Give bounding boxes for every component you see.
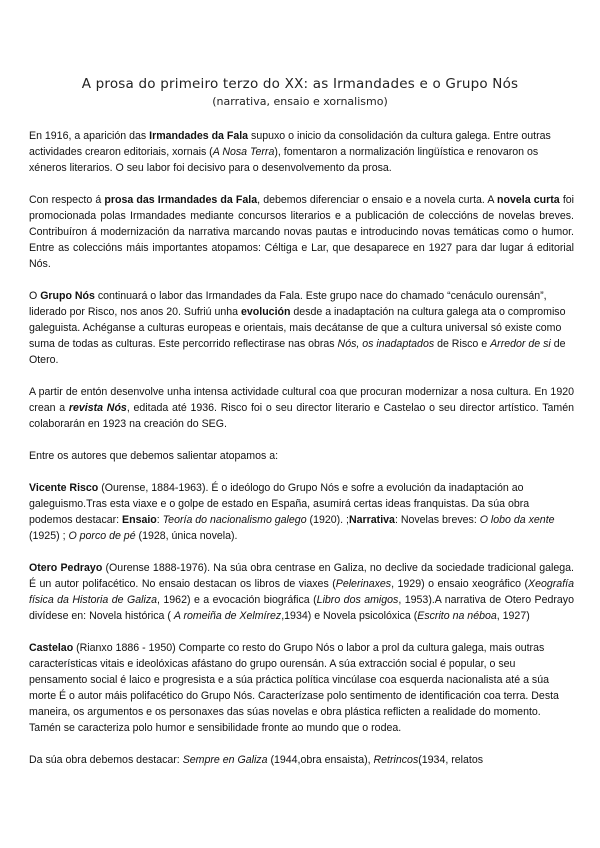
paragraph-irmandades-intro: En 1916, a aparición das Irmandades da Fala supuxo o inicio da consolidación da cultura galega. Entre outras actividades crearon editoriais, xornais (A Nosa Terra), fomentaron a normalización lingüística e renovaron os xéneros literarios. O seu labor foi decisivo para o desenvolvemento da prosa. bbox=[29, 130, 551, 174]
paragraph-castelao-works: Da súa obra debemos destacar: Sempre en Galiza (1944,obra ensaista), Retrincos(1934, relatos bbox=[29, 754, 484, 766]
page-subtitle: (narrativa, ensaio e xornalismo) bbox=[212, 95, 388, 108]
paragraph-grupo-nos: O Grupo Nós continuará o labor das Irmandades da Fala. Este grupo nace do chamado “cenáculo ourensán”, liderado por Risco, nos anos 20. Sufriú unha evolución desde a inadaptación na cultura galega ata o compromiso galeguista. Achéganse a culturas europeas e orientais, mais decátanse de que a cultura universal só existe como suma de todas as culturas. Este percorrido reflectirase nas obras Nós, os inadaptados de Risco e Arredor de si de Otero. bbox=[29, 290, 566, 366]
paragraph-castelao: Castelao (Rianxo 1886 - 1950) Comparte co resto do Grupo Nós o labor a prol da cultura galega, mais outras características vitais e ideolóxicas afástano do grupo ourensán. A súa extracción social é popular, o seu pensamento social é laico e progresista e a súa práctica política vincúlase coa esquerda nacionalista até a súa morte É o autor máis polifacético do Grupo Nós. Caracterízase polo sentimento de identificación coa terra. Desta maneira, os argumentos e os personaxes das súas novelas e obra plástica reflicten a realidade do momento. Tamén se caracteriza polo humor e sensibilidade fronte ao mundo que o rodea. bbox=[29, 642, 559, 734]
paragraph-vicente-risco: Vicente Risco (Ourense, 1884-1963). É o ideólogo do Grupo Nós e sofre a evolución da inadaptación ao galeguismo.Tras esta viaxe e o golpe de estado en España, asumirá certas ideas franquistas. Da súa obra podemos destacar: Ensaio: Teoría do nacionalismo galego (1920). ;Narrativa: Novelas breves: O lobo da xente (1925) ; O porco de pé (1928, única novela). bbox=[29, 482, 555, 542]
paragraph-authors-lead: Entre os autores que debemos salientar atopamos a: bbox=[29, 450, 279, 462]
document-body bbox=[29, 128, 574, 768]
title-block bbox=[0, 76, 600, 108]
paragraph-revista-nos: A partir de entón desenvolve unha intensa actividade cultural coa que procuran modernizar a nosa cultura. En 1920 crean a revista Nós, editada até 1936. Risco foi o seu director literario e Castelao o seu director artístico. Tamén colaborarán en 1923 na creación do SEG. bbox=[29, 386, 575, 430]
paragraph-otero-pedrayo: Otero Pedrayo (Ourense 1888-1976). Na súa obra centrase en Galiza, no declive da sociedade tradicional galega. É un autor polifacético. No ensaio destacan os libros de viaxes (Pelerinaxes, 1929) o ensaio xeográfico (Xeografía física da Historia de Galiza, 1962) e a evocación biográfica (Libro dos amigos, 1953).A narrativa de Otero Pedrayo divídese en: Novela histórica ( A romeiña de Xelmírez,1934) e Novela psicolóxica (Escrito na néboa, 1927) bbox=[29, 562, 574, 622]
paragraph-prosa-irmandades: Con respecto á prosa das Irmandades da Fala, debemos diferenciar o ensaio e a novela curta. A novela curta foi promocionada polas Irmandades mediante concursos literarios e a publicación de coleccións de novelas breves. Contribuíron á modernización da narrativa marcando novas pautas e introducindo novas temáticas como o humor. Entre as coleccións máis importantes atopamos: Céltiga e Lar, que desaparece en 1927 para dar lugar á editorial Nós. bbox=[29, 194, 575, 270]
page-title: A prosa do primeiro terzo do XX: as Irmandades e o Grupo Nós bbox=[81, 76, 519, 92]
